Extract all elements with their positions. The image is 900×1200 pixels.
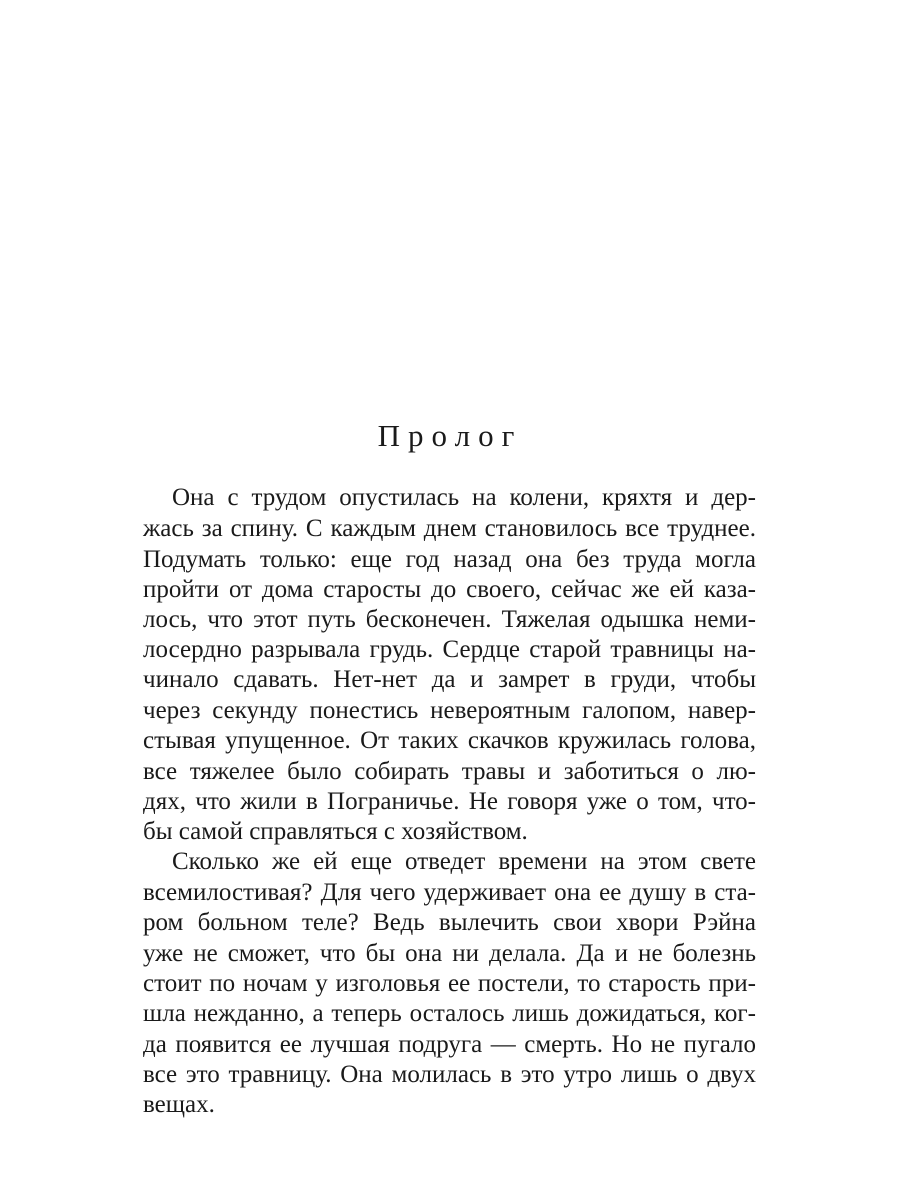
- text-line: да появится ее лучшая подруга — смерть. Но не пугало: [143, 1031, 756, 1058]
- chapter-title: Пролог: [377, 418, 523, 453]
- text-line: шла нежданно, а теперь осталось лишь дожидаться, ког-: [143, 1000, 756, 1027]
- text-line: Она с трудом опустилась на колени, кряхтя и дер-: [172, 484, 756, 511]
- text-line: пройти от дома старосты до своего, сейчас же ей каза-: [143, 576, 756, 603]
- text-line: через секунду понестись невероятным галопом, навер-: [143, 697, 756, 724]
- text-line: лосердно разрывала грудь. Сердце старой травницы на-: [143, 636, 756, 663]
- text-line: всемилостивая? Для чего удерживает она ее душу в ста-: [143, 879, 756, 906]
- text-line: жась за спину. С каждым днем становилось все труднее.: [143, 515, 756, 542]
- text-line: Подумать только: еще год назад она без труда могла: [143, 546, 756, 573]
- text-line: все тяжелее было собирать травы и заботиться о лю-: [143, 758, 756, 785]
- text-line: стоит по ночам у изголовья ее постели, то старость при-: [143, 970, 756, 997]
- text-line: вещах.: [143, 1091, 215, 1118]
- text-line: ром больном теле? Ведь вылечить свои хвори Рэйна: [143, 909, 756, 936]
- text-line: чинало сдавать. Нет-нет да и замрет в груди, чтобы: [143, 666, 756, 693]
- text-line: уже не сможет, что бы она ни делала. Да и не болезнь: [143, 940, 756, 967]
- text-line: бы самой справляться с хозяйством.: [143, 818, 528, 845]
- text-line: стывая упущенное. От таких скачков кружилась голова,: [143, 727, 756, 754]
- text-line: Сколько же ей еще отведет времени на этом свете: [172, 848, 756, 875]
- text-line: лось, что этот путь бесконечен. Тяжелая одышка неми-: [143, 606, 756, 633]
- text-line: дях, что жили в Пограничье. Не говоря уже о том, что-: [143, 788, 756, 815]
- text-line: все это травницу. Она молилась в это утро лишь о двух: [143, 1061, 756, 1088]
